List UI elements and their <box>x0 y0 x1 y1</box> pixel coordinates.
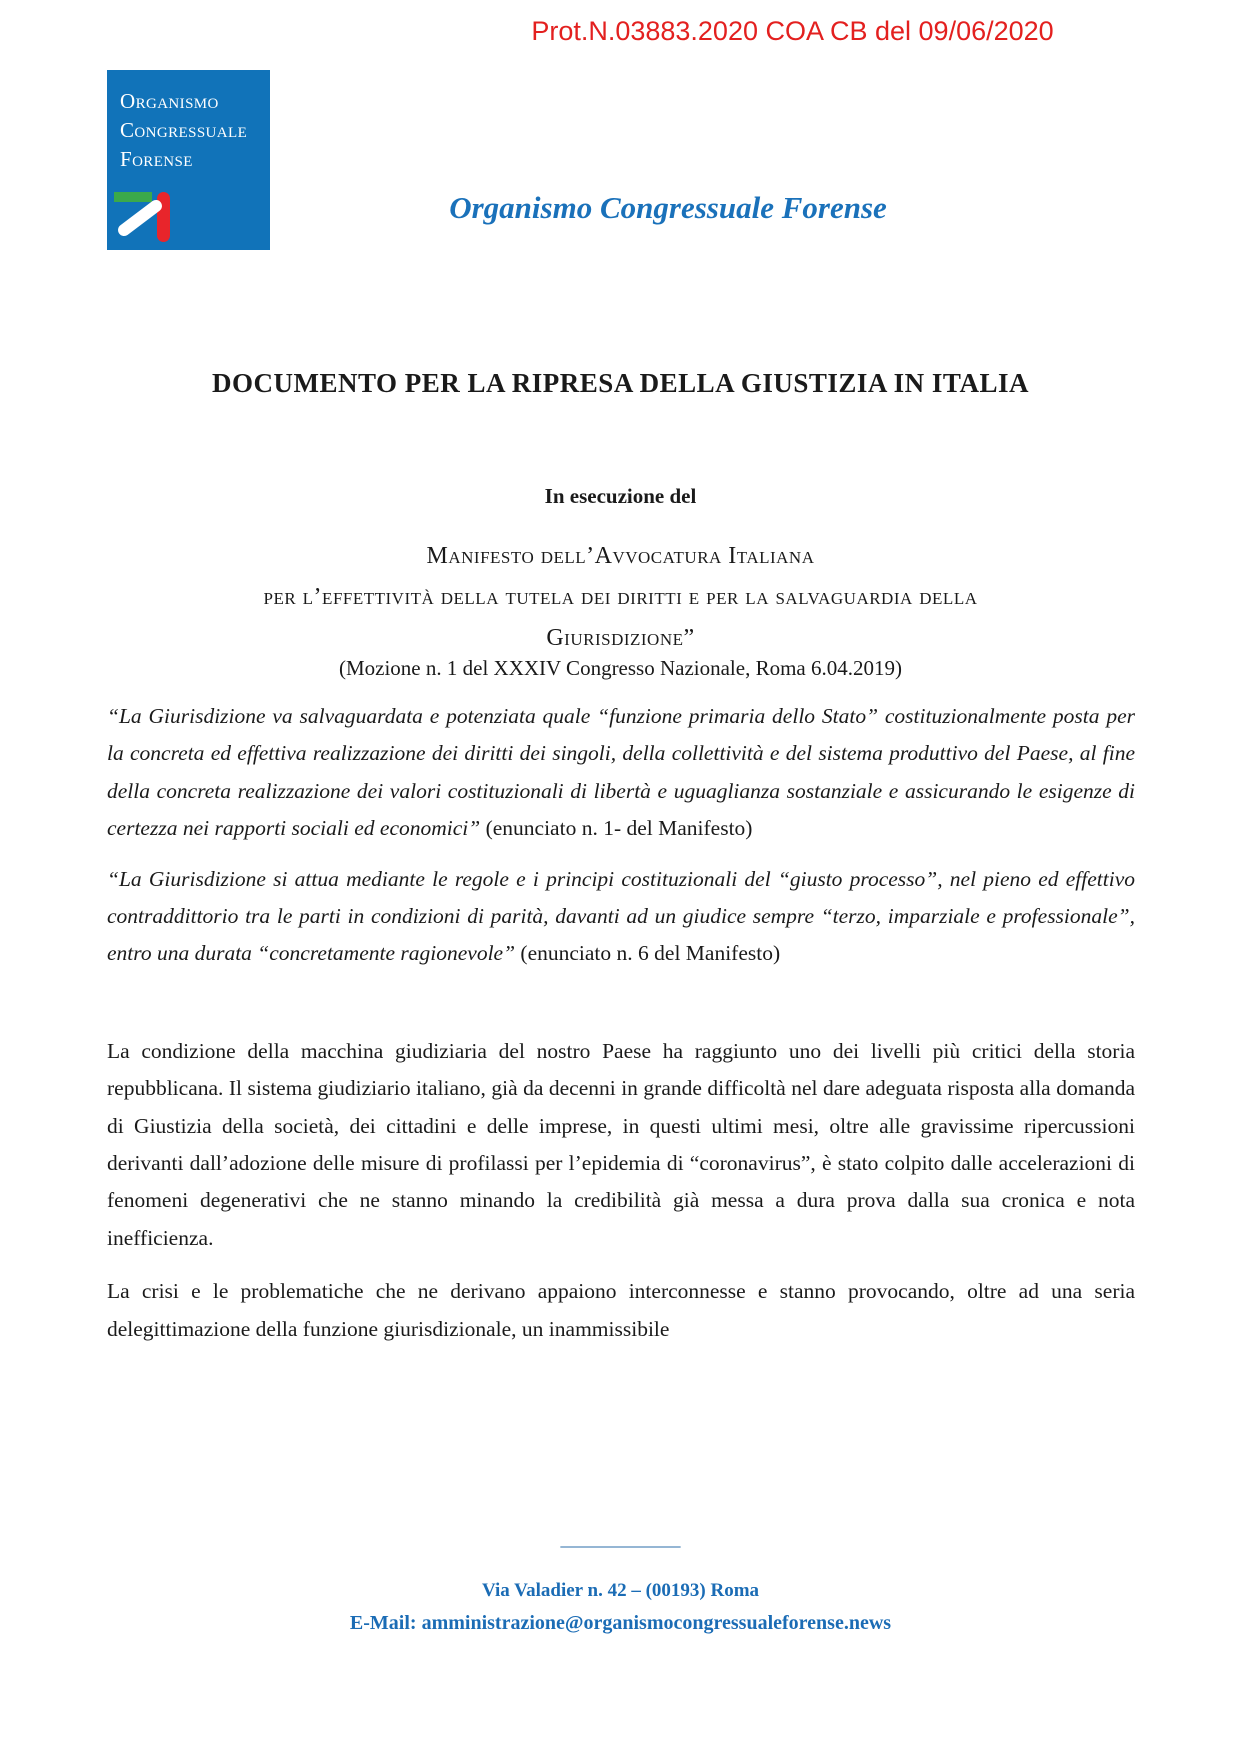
logo-line-2: Congressuale <box>120 118 248 142</box>
document-main-title: DOCUMENTO PER LA RIPRESA DELLA GIUSTIZIA IN ITALIA <box>212 368 1029 398</box>
quote-1-ref: (enunciato n. 1- del Manifesto) <box>480 816 753 841</box>
logo-text <box>107 70 270 174</box>
footer-email: E-Mail: amministrazione@organismocongressualeforense.news <box>349 1612 892 1634</box>
logo-line-3: Forense <box>120 147 193 171</box>
footer-address: Via Valadier n. 42 – (00193) Roma <box>481 1580 760 1601</box>
quote-paragraph-2 <box>107 861 1135 973</box>
manifesto-line-3: Giurisdizione” <box>546 625 695 651</box>
manifesto-heading <box>60 536 1181 659</box>
quote-2-ref: (enunciato n. 6 del Manifesto) <box>515 941 781 966</box>
body-paragraph-2: La crisi e le problematiche che ne derivano appaiono interconnesse e stanno provocando, oltre ad una seria delegittimazione della funzione giurisdizionale, un inammissibile <box>107 1279 1135 1341</box>
intro-line: In esecuzione del <box>544 484 697 508</box>
footer-divider: ____________ <box>560 1528 681 1550</box>
mozione-reference: (Mozione n. 1 del XXXIV Congresso Nazionale, Roma 6.04.2019) <box>338 656 902 680</box>
manifesto-line-2: per l’effettività della tutela dei diritti e per la salvaguardia della <box>263 584 978 610</box>
organization-title: Organismo Congressuale Forense <box>449 190 887 225</box>
quote-1-text: “La Giurisdizione va salvaguardata e potenziata quale “funzione primaria dello Stato” costituzionalmente posta per la concreta ed effettiva realizzazione dei diritti dei singoli, della collettività e del sistema produttivo del Paese, al fine della concreta realizzazione dei valori costituzionali di libertà e uguaglianza sostanziale e assicurando le esigenze di certezza nei rapporti sociali ed economici” <box>107 704 1135 841</box>
protocol-number: Prot.N.03883.2020 COA CB del 09/06/2020 <box>531 16 1054 46</box>
body-paragraph-1: La condizione della macchina giudiziaria del nostro Paese ha raggiunto uno dei livelli più critici della storia repubblicana. Il sistema giudiziario italiano, già da decenni in grande difficoltà nel dare adeguata risposta alla domanda di Giustizia della società, dei cittadini e delle imprese, in questi ultimi mesi, oltre alle gravissime ripercussioni derivanti dall’adozione delle misure di profilassi per l’epidemia di “coronavirus”, è stato colpito dalle accelerazioni di fenomeni degenerativi che ne stanno minando la credibilità già messa a dura prova dalla sua cronica e nota inefficienza. <box>107 1038 1135 1250</box>
manifesto-line-1: Manifesto dell’Avvocatura Italiana <box>426 543 815 569</box>
document-body <box>107 698 1135 1348</box>
logo-line-1: Organismo <box>120 89 219 113</box>
quote-2-text: “La Giurisdizione si attua mediante le regole e i principi costituzionali del “giusto processo”, nel pieno ed effettivo contraddittorio tra le parti in condizioni di parità, davanti ad un giudice sempre “terzo, imparziale e professionale”, entro una durata “concretamente ragionevole” <box>107 866 1135 966</box>
quote-paragraph-1 <box>107 698 1135 848</box>
